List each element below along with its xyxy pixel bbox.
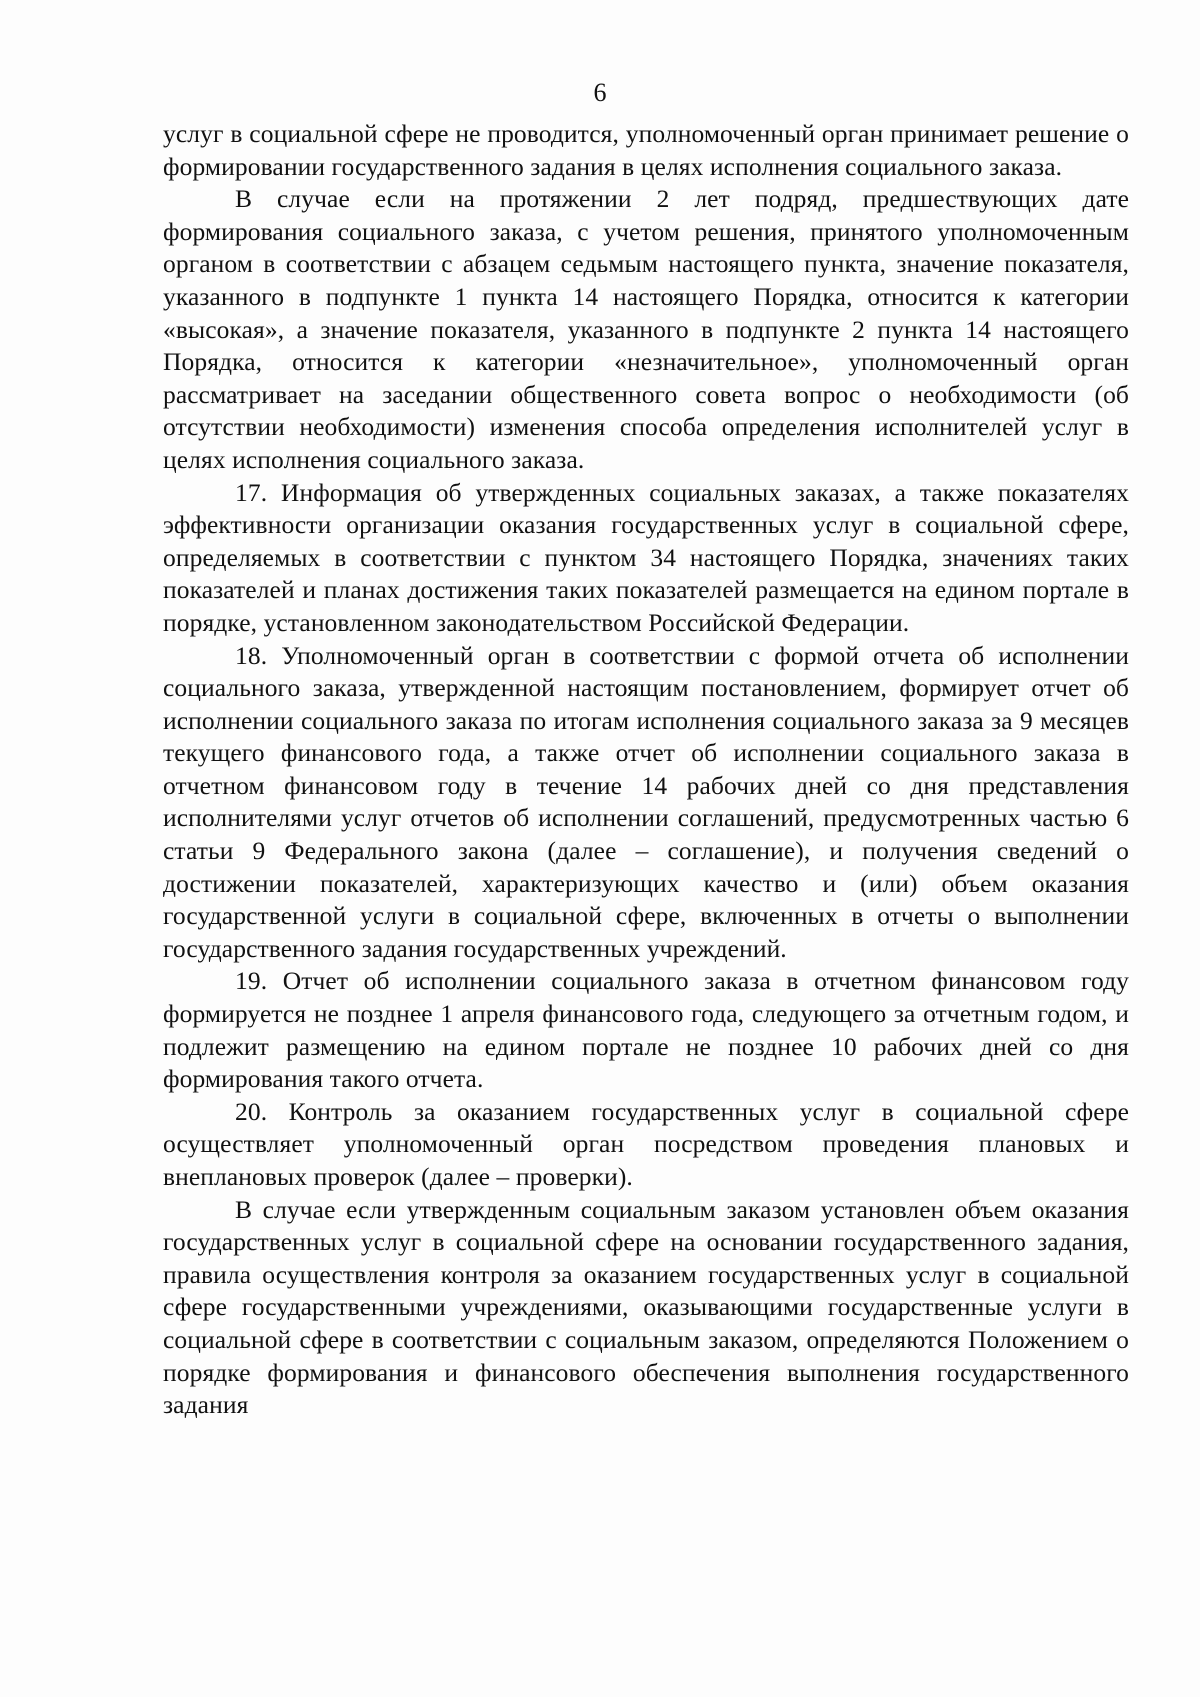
paragraph-category-change: В случае если на протяжении 2 лет подряд, предшествующих дате формирования социального заказа, с учетом решения, принятого уполномоченным органом в соответствии с абзацем седьмым настоящего пункта, значение показателя, указанного в подпункте 1 пункта 14 настоящего Порядка, относится к категории «высокая», а значение показателя, указанного в подпункте 2 пункта 14 настоящего Порядка, относится к категории «незначительное», уполномоченный орган рассматривает на заседании общественного совета вопрос о необходимости (об отсутствии необходимости) изменения способа определения исполнителей услуг в целях исполнения социального заказа. (163, 184, 1129, 474)
paragraph-item-17: 17. Информация об утвержденных социальных заказах, а также показателях эффективности организации оказания государственных услуг в социальной сфере, определяемых в соответствии с пунктом 34 настоящего Порядка, значениях таких показателей и планах достижения таких показателей размещается на едином портале в порядке, установленном законодательством Российской Федерации. (163, 477, 1129, 637)
paragraph-item-18: 18. Уполномоченный орган в соответствии с формой отчета об исполнении социального заказа, утвержденной настоящим постановлением, формирует отчет об исполнении социального заказа по итогам исполнения социального заказа за 9 месяцев текущего финансового года, а также отчет об исполнении социального заказа в отчетном финансовом году в течение 14 рабочих дней со дня представления исполнителями услуг отчетов об исполнении соглашений, предусмотренных частью 6 статьи 9 Федерального закона (далее – соглашение), и получения сведений о достижении показателей, характеризующих качество и (или) объем оказания государственной услуги в социальной сфере, включенных в отчеты о выполнении государственного задания государственных учреждений. (163, 640, 1129, 963)
document-body (163, 118, 1129, 1422)
paragraph-continuation: услуг в социальной сфере не проводится, уполномоченный орган принимает решение о формировании государственного задания в целях исполнения социального заказа. (163, 119, 1129, 181)
paragraph-item-20: 20. Контроль за оказанием государственных услуг в социальной сфере осуществляет уполномоченный орган посредством проведения плановых и внеплановых проверок (далее – проверки). (163, 1096, 1129, 1191)
paragraph-control-rules: В случае если утвержденным социальным заказом установлен объем оказания государственных услуг в социальной сфере на основании государственного задания, правила осуществления контроля за оказанием государственных услуг в социальной сфере государственными учреждениями, оказывающими государственные услуги в социальной сфере в соответствии с социальным заказом, определяются Положением о порядке формирования и финансового обеспечения выполнения государственного задания (163, 1194, 1129, 1420)
paragraph-item-19: 19. Отчет об исполнении социального заказа в отчетном финансовом году формируется не позднее 1 апреля финансового года, следующего за отчетным годом, и подлежит размещению на едином портале не позднее 10 рабочих дней со дня формирования такого отчета. (163, 966, 1129, 1094)
page-number: 6 (593, 78, 607, 107)
